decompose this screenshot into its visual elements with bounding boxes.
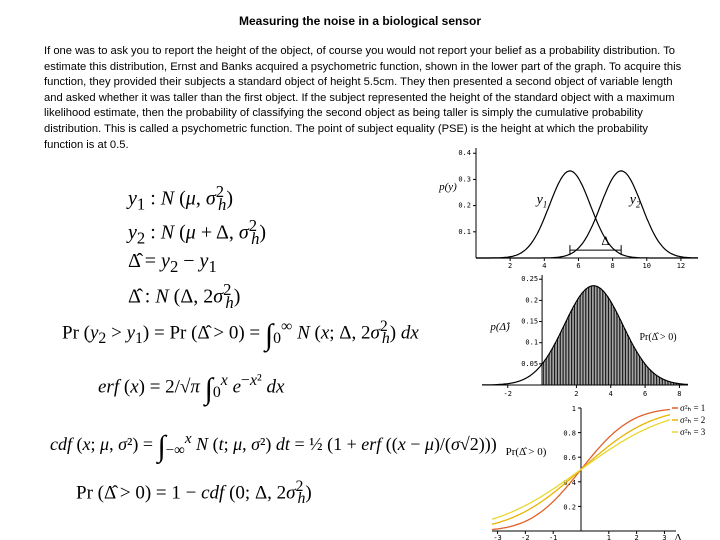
x-tick-label: 8 [677,390,682,398]
equation-y1: $y_1$ : N (μ, $\sigma^2_h$) [128,182,234,214]
x-tick-label: 2 [508,262,513,270]
equation-cdf: cdf (x; μ, $\sigma^2) = \int_{-\infty}^x$ N (t; μ, σ²) dt = ½ (1 + erf ((x − μ)/(σ√2))) [50,430,497,463]
series-line-y2 [476,171,698,258]
equation-delta-hat-dist: Δ̂ : N (Δ, $2\sigma^2_h$) [128,280,241,312]
y-tick-label: 0.1 [525,338,539,347]
series-label-y2: $y_2$ [629,192,641,210]
y-axis-label: p(y) [439,181,457,193]
legend-entry: σ²ₕ = 3 [680,427,706,437]
psychometric-chart [480,403,715,540]
body-paragraph: If one was to ask you to report the height of the object, of course you would not report your belief as a probability distribution. To estimate this distribution, Ernst and Banks acquired a psychometric function, shown in the lower part of the graph. To acquire this function, they provided their subjects a standard object of height 5.5cm. They then presented a second object of variable length and asked whether it was taller than the first object. If the subject represented the height of the standard object with a maximum likelihood estimate, then the probability of classifying the second object as being taller is simply the cumulative probability distribution. This is called a psychometric function. The point of subject equality (PSE) is the height at which the probability function is at 0.5. [44,45,682,151]
x-axis-label: Δ [674,532,682,540]
y-tick-label: 0.2 [563,503,576,512]
shaded-region-label: Pr(Δ̂ > 0) [639,332,677,343]
x-tick-label: -3 [493,534,502,540]
x-tick-label: 8 [610,262,615,270]
y-tick-label: 1 [571,405,576,413]
x-tick-label: -2 [503,390,512,398]
equation-erf: erf (x) = 2/√π $\int_0^x$ $e^{-x^2}$ dx [98,372,285,406]
y-axis-label: p(Δ̂) [490,321,510,333]
x-tick-label: 6 [576,262,581,270]
y-tick-label: 0.2 [458,201,471,210]
y-tick-label: 0.25 [521,275,539,284]
x-tick-label: 1 [606,534,611,540]
x-tick-label: 2 [634,534,639,540]
y-tick-label: 0.4 [563,478,576,487]
x-tick-label: 10 [642,262,651,270]
equation-delta-hat: Δ̂ = $y_2 - y_1$ [128,250,217,276]
x-tick-label: 2 [574,390,579,398]
x-tick-label: 4 [608,390,613,398]
y-tick-label: 0.3 [458,175,471,184]
series-label-subscript: 2 [636,199,641,210]
x-tick-label: 6 [642,390,648,398]
y-tick-label: 0.05 [521,359,539,368]
y-tick-label: 0.15 [521,317,539,326]
x-tick-label: 3 [662,534,667,540]
legend-entry: σ²ₕ = 2 [680,415,706,425]
equation-probability: Pr $(y_2 > y_1) = Pr$ (Δ̂ > $0) = \int_0^\infty$ N (x; Δ, $2\sigma^2_h$) dx [62,318,419,352]
x-tick-label: -2 [521,534,530,540]
series-label-subscript: 1 [542,199,548,210]
x-tick-label: 12 [676,262,686,270]
equation-probability-cdf: Pr (Δ̂ > 0) = 1 − cdf (0; Δ, $2\sigma^2_h$) [76,478,312,508]
x-tick-label: -1 [548,534,558,540]
y-tick-label: 0.6 [563,454,576,463]
x-tick-label: 4 [542,262,547,270]
delta-annotation: Δ [601,233,610,249]
y-tick-label: 0.4 [458,149,471,158]
series-label-y1: $y_1$ [536,192,548,210]
y-axis-label: Pr(Δ̂ > 0) [505,446,547,458]
y-tick-label: 0.2 [525,296,539,305]
legend-entry: σ²ₕ = 1 [680,403,706,413]
y-tick-label: 0.8 [563,429,576,438]
series-line-y1 [476,171,698,258]
page-title: Measuring the noise in a biological sensor [238,14,482,28]
equation-y2: $y_2$ : N (μ + Δ, $\sigma^2_h$) [128,216,267,248]
likelihood-chart [420,140,705,275]
difference-distribution-chart [470,270,695,405]
y-tick-label: 0.1 [458,227,471,236]
